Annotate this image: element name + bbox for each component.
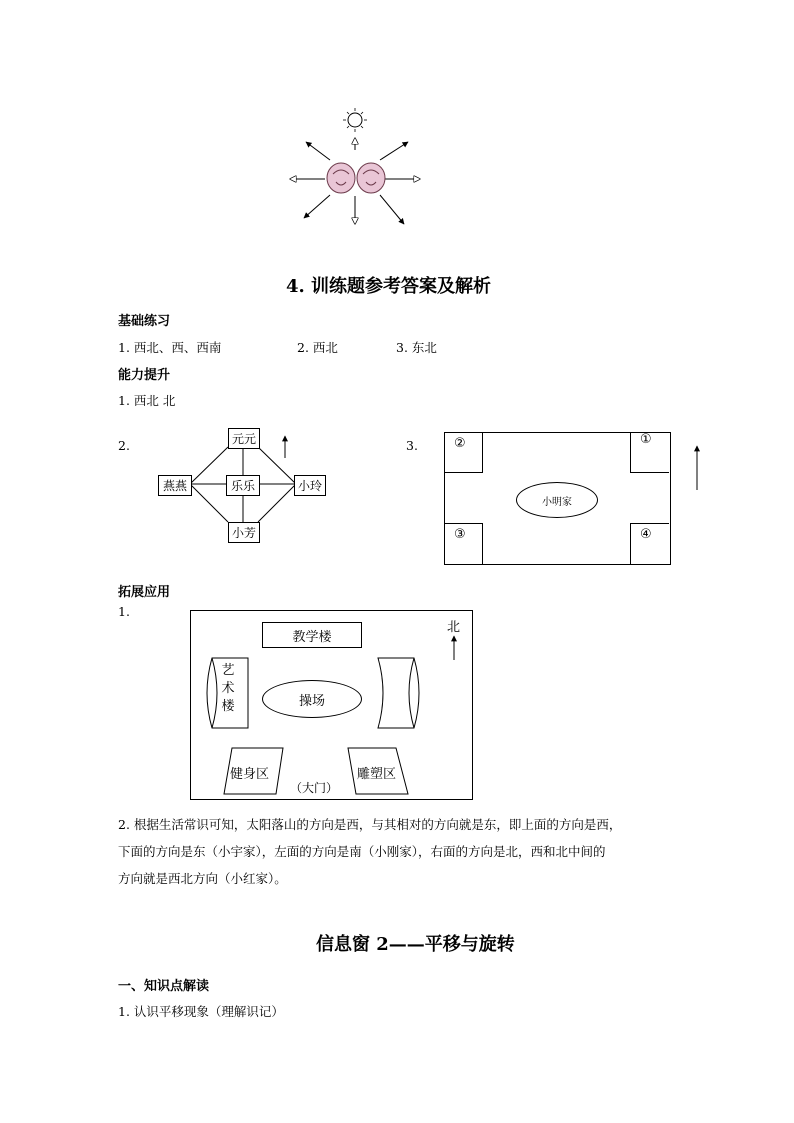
diagram2-left-box: 燕燕 — [158, 475, 192, 496]
playground-ellipse: 操场 — [262, 680, 362, 718]
basic-answer-1: 1. 西北、西、西南 — [118, 340, 222, 355]
extend-answer-2-line3: 方向就是西北方向（小红家）。 — [118, 871, 287, 886]
ability-answer-1: 1. 西北 北 — [118, 393, 176, 408]
gate-label: （大门） — [290, 781, 339, 795]
extend-heading: 拓展应用 — [118, 585, 171, 600]
ability-q3-number: 3. — [406, 438, 418, 453]
knowledge-point-1: 1. 认识平移现象（理解识记） — [118, 1004, 284, 1019]
diagram2-right-box: 小玲 — [294, 475, 326, 496]
corner-2-label: ② — [454, 436, 466, 451]
extend-answer-2-line2: 下面的方向是东（小宇家），左面的方向是南（小刚家），右面的方向是北，西和北中间的 — [118, 844, 606, 859]
basic-answer-2: 2. 西北 — [297, 340, 338, 355]
corner-4-label: ④ — [640, 527, 652, 542]
basic-answer-3: 3. 东北 — [396, 340, 437, 355]
diagram2-top-box: 元元 — [228, 428, 260, 449]
teaching-building-box: 教学楼 — [262, 622, 362, 648]
corner-1-label: ① — [640, 432, 652, 447]
sculpture-area-label: 雕塑区 — [357, 767, 397, 782]
extend-answer-2-line1: 2. 根据生活常识可知，太阳落山的方向是西，与其相对的方向就是东，即上面的方向是西， — [118, 817, 622, 832]
fitness-area-label: 健身区 — [230, 767, 270, 782]
section-title: 4. 训练题参考答案及解析 — [286, 276, 492, 297]
basic-practice-heading: 基础练习 — [118, 314, 171, 329]
ability-q2-number: 2. — [118, 438, 130, 453]
window2-title: 信息窗 2——平移与旋转 — [316, 934, 515, 955]
art-building-label: 艺术楼 — [221, 663, 235, 714]
corner-3-label: ③ — [454, 527, 466, 542]
ability-heading: 能力提升 — [118, 368, 171, 383]
north-label: 北 — [447, 620, 461, 635]
xiaoming-home-ellipse: 小明家 — [516, 482, 598, 518]
knowledge-heading: 一、知识点解读 — [118, 979, 210, 994]
extend-q1-number: 1. — [118, 604, 130, 619]
diagram2-bottom-box: 小芳 — [228, 522, 260, 543]
diagram2-center-box: 乐乐 — [226, 475, 260, 496]
